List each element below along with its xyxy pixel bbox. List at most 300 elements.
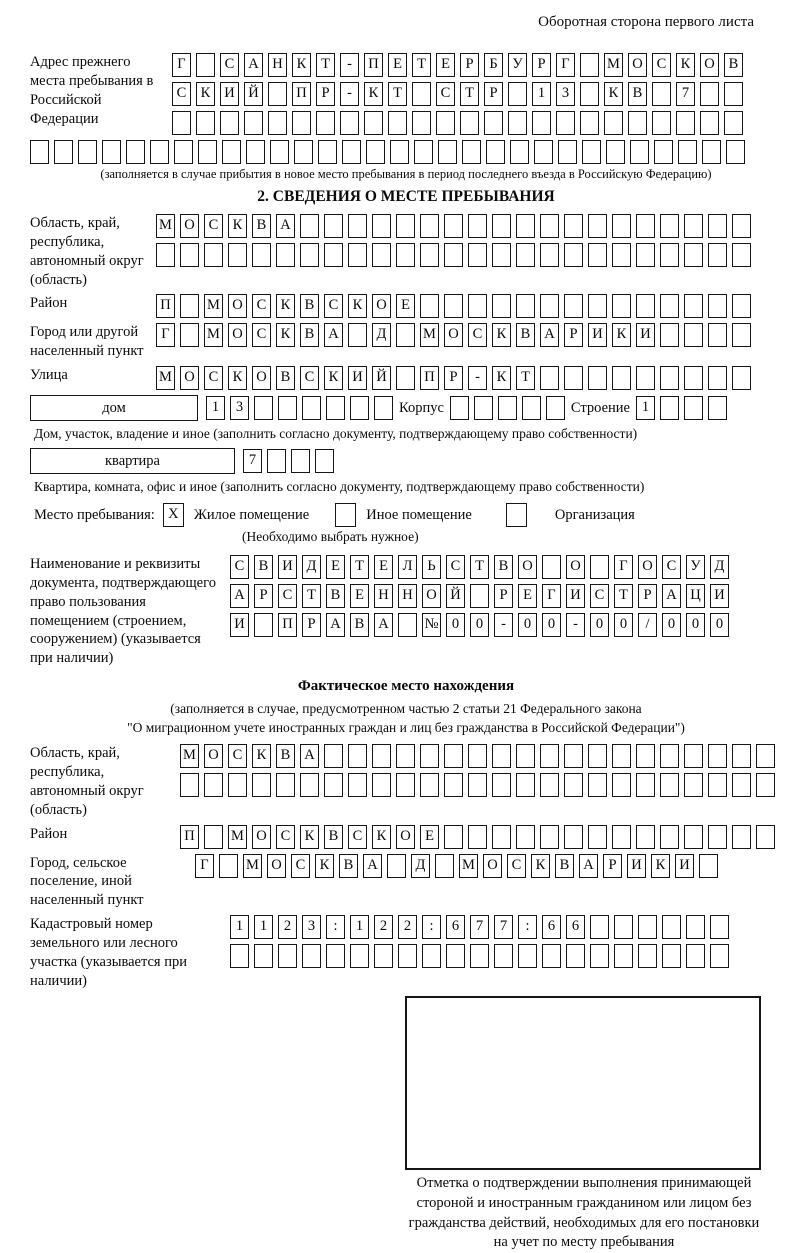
char-cell[interactable] xyxy=(302,944,321,968)
char-cell[interactable]: О xyxy=(267,854,286,878)
char-cell[interactable]: М xyxy=(604,53,623,77)
char-cell[interactable] xyxy=(374,944,393,968)
char-cell[interactable] xyxy=(435,854,454,878)
char-cell[interactable]: Е xyxy=(326,555,345,579)
char-cell[interactable] xyxy=(588,294,607,318)
char-cell[interactable] xyxy=(700,111,719,135)
char-cell[interactable] xyxy=(540,214,559,238)
char-cell[interactable]: О xyxy=(252,366,271,390)
char-cell[interactable] xyxy=(252,243,271,267)
char-cell[interactable]: С xyxy=(276,825,295,849)
char-cell[interactable]: О xyxy=(396,825,415,849)
char-cell[interactable] xyxy=(180,323,199,347)
char-cell[interactable]: А xyxy=(363,854,382,878)
char-cell[interactable] xyxy=(518,944,537,968)
char-cell[interactable]: С xyxy=(220,53,239,77)
char-cell[interactable] xyxy=(590,944,609,968)
char-cell[interactable] xyxy=(396,214,415,238)
char-cell[interactable] xyxy=(612,294,631,318)
char-cell[interactable]: С xyxy=(252,323,271,347)
char-cell[interactable]: С xyxy=(230,555,249,579)
char-cell[interactable] xyxy=(612,243,631,267)
char-cell[interactable] xyxy=(540,773,559,797)
char-cell[interactable] xyxy=(684,243,703,267)
char-cell[interactable] xyxy=(30,140,49,164)
char-cell[interactable] xyxy=(662,915,681,939)
char-cell[interactable] xyxy=(196,53,215,77)
char-cell[interactable] xyxy=(462,140,481,164)
char-cell[interactable] xyxy=(556,111,575,135)
char-cell[interactable] xyxy=(686,915,705,939)
char-cell[interactable]: Е xyxy=(518,584,537,608)
char-cell[interactable]: Р xyxy=(254,584,273,608)
char-cell[interactable]: К xyxy=(276,294,295,318)
char-cell[interactable]: Т xyxy=(412,53,431,77)
char-cell[interactable]: А xyxy=(300,744,319,768)
char-cell[interactable]: Д xyxy=(710,555,729,579)
char-cell[interactable] xyxy=(708,243,727,267)
char-cell[interactable]: 1 xyxy=(206,396,225,420)
char-cell[interactable] xyxy=(444,773,463,797)
char-cell[interactable] xyxy=(470,944,489,968)
char-cell[interactable] xyxy=(78,140,97,164)
char-cell[interactable] xyxy=(302,396,321,420)
char-cell[interactable] xyxy=(580,111,599,135)
char-cell[interactable] xyxy=(174,140,193,164)
char-cell[interactable] xyxy=(660,323,679,347)
char-cell[interactable] xyxy=(348,744,367,768)
char-cell[interactable] xyxy=(564,366,583,390)
char-cell[interactable] xyxy=(660,773,679,797)
char-cell[interactable] xyxy=(516,294,535,318)
char-cell[interactable] xyxy=(588,773,607,797)
char-cell[interactable]: Г xyxy=(614,555,633,579)
char-cell[interactable]: В xyxy=(350,613,369,637)
char-cell[interactable] xyxy=(492,294,511,318)
char-cell[interactable] xyxy=(756,773,775,797)
char-cell[interactable] xyxy=(292,111,311,135)
char-cell[interactable] xyxy=(412,82,431,106)
char-cell[interactable] xyxy=(396,773,415,797)
char-cell[interactable] xyxy=(708,744,727,768)
char-cell[interactable]: С xyxy=(507,854,526,878)
char-cell[interactable] xyxy=(708,294,727,318)
char-cell[interactable] xyxy=(254,396,273,420)
char-cell[interactable] xyxy=(492,744,511,768)
char-cell[interactable] xyxy=(468,294,487,318)
char-cell[interactable]: 0 xyxy=(470,613,489,637)
char-cell[interactable]: Е xyxy=(420,825,439,849)
char-cell[interactable] xyxy=(660,214,679,238)
char-cell[interactable] xyxy=(388,111,407,135)
char-cell[interactable] xyxy=(580,53,599,77)
char-cell[interactable] xyxy=(732,323,751,347)
char-cell[interactable] xyxy=(516,825,535,849)
char-cell[interactable] xyxy=(590,555,609,579)
char-cell[interactable] xyxy=(516,744,535,768)
char-cell[interactable]: О xyxy=(180,214,199,238)
char-cell[interactable] xyxy=(684,773,703,797)
char-cell[interactable] xyxy=(590,915,609,939)
char-cell[interactable] xyxy=(702,140,721,164)
char-cell[interactable] xyxy=(267,449,286,473)
char-cell[interactable]: Е xyxy=(388,53,407,77)
char-cell[interactable]: К xyxy=(612,323,631,347)
char-cell[interactable]: С xyxy=(172,82,191,106)
char-cell[interactable]: С xyxy=(662,555,681,579)
char-cell[interactable]: Р xyxy=(603,854,622,878)
char-cell[interactable] xyxy=(180,243,199,267)
char-cell[interactable] xyxy=(724,82,743,106)
char-cell[interactable]: 2 xyxy=(374,915,393,939)
char-cell[interactable] xyxy=(540,366,559,390)
char-cell[interactable] xyxy=(318,140,337,164)
char-cell[interactable]: А xyxy=(276,214,295,238)
char-cell[interactable]: 3 xyxy=(230,396,249,420)
char-cell[interactable] xyxy=(420,294,439,318)
char-cell[interactable] xyxy=(628,111,647,135)
char-cell[interactable]: К xyxy=(348,294,367,318)
char-cell[interactable]: Р xyxy=(532,53,551,77)
char-cell[interactable]: К xyxy=(324,366,343,390)
char-cell[interactable]: / xyxy=(638,613,657,637)
char-cell[interactable] xyxy=(732,744,751,768)
char-cell[interactable]: Т xyxy=(460,82,479,106)
char-cell[interactable] xyxy=(244,111,263,135)
char-cell[interactable] xyxy=(708,214,727,238)
char-cell[interactable] xyxy=(612,744,631,768)
char-cell[interactable] xyxy=(276,243,295,267)
char-cell[interactable] xyxy=(708,366,727,390)
char-cell[interactable]: Б xyxy=(484,53,503,77)
char-cell[interactable] xyxy=(348,323,367,347)
char-cell[interactable]: С xyxy=(324,294,343,318)
char-cell[interactable]: С xyxy=(300,366,319,390)
char-cell[interactable]: Й xyxy=(244,82,263,106)
char-cell[interactable] xyxy=(268,82,287,106)
char-cell[interactable]: С xyxy=(252,294,271,318)
char-cell[interactable]: И xyxy=(710,584,729,608)
char-cell[interactable] xyxy=(708,773,727,797)
char-cell[interactable]: О xyxy=(228,294,247,318)
char-cell[interactable]: В xyxy=(324,825,343,849)
char-cell[interactable]: И xyxy=(636,323,655,347)
char-cell[interactable] xyxy=(540,294,559,318)
char-cell[interactable] xyxy=(542,555,561,579)
char-cell[interactable] xyxy=(606,140,625,164)
char-cell[interactable]: Т xyxy=(350,555,369,579)
char-cell[interactable] xyxy=(588,744,607,768)
char-cell[interactable] xyxy=(732,214,751,238)
char-cell[interactable]: Н xyxy=(268,53,287,77)
char-cell[interactable] xyxy=(564,744,583,768)
char-cell[interactable]: С xyxy=(446,555,465,579)
char-cell[interactable] xyxy=(684,366,703,390)
char-cell[interactable] xyxy=(474,396,493,420)
char-cell[interactable]: О xyxy=(518,555,537,579)
char-cell[interactable]: 7 xyxy=(243,449,262,473)
char-cell[interactable] xyxy=(396,243,415,267)
char-cell[interactable]: В xyxy=(252,214,271,238)
char-cell[interactable] xyxy=(420,773,439,797)
char-cell[interactable] xyxy=(172,111,191,135)
checkbox-residential[interactable]: X xyxy=(163,503,184,527)
char-cell[interactable] xyxy=(522,396,541,420)
char-cell[interactable]: 0 xyxy=(518,613,537,637)
char-cell[interactable]: И xyxy=(627,854,646,878)
char-cell[interactable]: С xyxy=(652,53,671,77)
char-cell[interactable] xyxy=(612,825,631,849)
char-cell[interactable]: - xyxy=(468,366,487,390)
char-cell[interactable] xyxy=(636,243,655,267)
char-cell[interactable] xyxy=(724,111,743,135)
char-cell[interactable]: А xyxy=(230,584,249,608)
char-cell[interactable]: 1 xyxy=(350,915,369,939)
char-cell[interactable] xyxy=(564,214,583,238)
char-cell[interactable]: И xyxy=(278,555,297,579)
char-cell[interactable] xyxy=(660,294,679,318)
char-cell[interactable]: 0 xyxy=(710,613,729,637)
char-cell[interactable] xyxy=(708,825,727,849)
char-cell[interactable] xyxy=(468,243,487,267)
char-cell[interactable] xyxy=(708,323,727,347)
char-cell[interactable]: 6 xyxy=(566,915,585,939)
char-cell[interactable]: Т xyxy=(316,53,335,77)
char-cell[interactable]: А xyxy=(374,613,393,637)
char-cell[interactable]: М xyxy=(243,854,262,878)
char-cell[interactable]: П xyxy=(278,613,297,637)
char-cell[interactable] xyxy=(540,243,559,267)
char-cell[interactable]: М xyxy=(204,323,223,347)
char-cell[interactable]: В xyxy=(555,854,574,878)
char-cell[interactable] xyxy=(270,140,289,164)
char-cell[interactable]: Е xyxy=(374,555,393,579)
char-cell[interactable]: Р xyxy=(460,53,479,77)
char-cell[interactable] xyxy=(700,82,719,106)
char-cell[interactable] xyxy=(676,111,695,135)
char-cell[interactable]: Р xyxy=(484,82,503,106)
char-cell[interactable]: М xyxy=(204,294,223,318)
char-cell[interactable]: П xyxy=(180,825,199,849)
char-cell[interactable]: В xyxy=(276,366,295,390)
char-cell[interactable]: А xyxy=(579,854,598,878)
char-cell[interactable] xyxy=(710,915,729,939)
char-cell[interactable] xyxy=(420,214,439,238)
char-cell[interactable] xyxy=(422,944,441,968)
char-cell[interactable] xyxy=(438,140,457,164)
char-cell[interactable]: М xyxy=(180,744,199,768)
char-cell[interactable]: К xyxy=(252,744,271,768)
char-cell[interactable]: 6 xyxy=(446,915,465,939)
char-cell[interactable] xyxy=(316,111,335,135)
char-cell[interactable] xyxy=(291,449,310,473)
char-cell[interactable]: Д xyxy=(302,555,321,579)
char-cell[interactable] xyxy=(222,140,241,164)
char-cell[interactable]: - xyxy=(340,53,359,77)
char-cell[interactable] xyxy=(254,944,273,968)
char-cell[interactable] xyxy=(582,140,601,164)
char-cell[interactable] xyxy=(636,744,655,768)
char-cell[interactable] xyxy=(492,243,511,267)
char-cell[interactable] xyxy=(446,944,465,968)
char-cell[interactable] xyxy=(492,825,511,849)
char-cell[interactable]: С xyxy=(436,82,455,106)
char-cell[interactable] xyxy=(638,915,657,939)
char-cell[interactable] xyxy=(204,243,223,267)
char-cell[interactable] xyxy=(486,140,505,164)
char-cell[interactable]: Р xyxy=(316,82,335,106)
char-cell[interactable] xyxy=(588,243,607,267)
char-cell[interactable]: 1 xyxy=(532,82,551,106)
char-cell[interactable]: И xyxy=(566,584,585,608)
char-cell[interactable] xyxy=(396,323,415,347)
char-cell[interactable] xyxy=(326,396,345,420)
char-cell[interactable] xyxy=(444,744,463,768)
char-cell[interactable]: Й xyxy=(446,584,465,608)
char-cell[interactable] xyxy=(268,111,287,135)
char-cell[interactable]: 1 xyxy=(636,396,655,420)
char-cell[interactable] xyxy=(468,214,487,238)
char-cell[interactable] xyxy=(396,744,415,768)
char-cell[interactable] xyxy=(710,944,729,968)
char-cell[interactable]: О xyxy=(444,323,463,347)
char-cell[interactable]: Г xyxy=(542,584,561,608)
char-cell[interactable] xyxy=(614,944,633,968)
char-cell[interactable]: : xyxy=(326,915,345,939)
char-cell[interactable] xyxy=(294,140,313,164)
char-cell[interactable]: С xyxy=(468,323,487,347)
char-cell[interactable] xyxy=(732,773,751,797)
char-cell[interactable]: К xyxy=(492,366,511,390)
char-cell[interactable] xyxy=(564,825,583,849)
char-cell[interactable]: Р xyxy=(638,584,657,608)
char-cell[interactable]: К xyxy=(196,82,215,106)
char-cell[interactable]: Д xyxy=(372,323,391,347)
char-cell[interactable] xyxy=(348,214,367,238)
char-cell[interactable]: О xyxy=(638,555,657,579)
char-cell[interactable] xyxy=(412,111,431,135)
char-cell[interactable]: С xyxy=(291,854,310,878)
char-cell[interactable] xyxy=(684,294,703,318)
char-cell[interactable] xyxy=(684,744,703,768)
char-cell[interactable] xyxy=(508,82,527,106)
char-cell[interactable]: Т xyxy=(388,82,407,106)
char-cell[interactable]: С xyxy=(348,825,367,849)
char-cell[interactable]: В xyxy=(628,82,647,106)
char-cell[interactable]: К xyxy=(276,323,295,347)
char-cell[interactable] xyxy=(708,396,727,420)
char-cell[interactable] xyxy=(198,140,217,164)
char-cell[interactable] xyxy=(126,140,145,164)
char-cell[interactable]: О xyxy=(628,53,647,77)
char-cell[interactable]: В xyxy=(724,53,743,77)
char-cell[interactable] xyxy=(684,396,703,420)
char-cell[interactable]: Р xyxy=(302,613,321,637)
char-cell[interactable] xyxy=(540,744,559,768)
char-cell[interactable] xyxy=(252,773,271,797)
char-cell[interactable]: К xyxy=(676,53,695,77)
char-cell[interactable] xyxy=(372,214,391,238)
char-cell[interactable]: Г xyxy=(172,53,191,77)
char-cell[interactable] xyxy=(566,944,585,968)
char-cell[interactable] xyxy=(398,944,417,968)
char-cell[interactable]: 1 xyxy=(230,915,249,939)
char-cell[interactable] xyxy=(756,744,775,768)
char-cell[interactable] xyxy=(364,111,383,135)
char-cell[interactable]: М xyxy=(420,323,439,347)
char-cell[interactable] xyxy=(350,396,369,420)
char-cell[interactable] xyxy=(732,366,751,390)
char-cell[interactable] xyxy=(732,825,751,849)
char-cell[interactable] xyxy=(300,214,319,238)
char-cell[interactable]: О xyxy=(372,294,391,318)
char-cell[interactable]: Й xyxy=(372,366,391,390)
char-cell[interactable]: Р xyxy=(564,323,583,347)
char-cell[interactable] xyxy=(390,140,409,164)
char-cell[interactable]: И xyxy=(230,613,249,637)
char-cell[interactable] xyxy=(350,944,369,968)
char-cell[interactable] xyxy=(54,140,73,164)
char-cell[interactable]: М xyxy=(156,366,175,390)
char-cell[interactable]: А xyxy=(540,323,559,347)
char-cell[interactable]: И xyxy=(348,366,367,390)
char-cell[interactable] xyxy=(636,825,655,849)
char-cell[interactable]: 0 xyxy=(614,613,633,637)
char-cell[interactable] xyxy=(470,584,489,608)
char-cell[interactable]: 7 xyxy=(470,915,489,939)
char-cell[interactable]: Е xyxy=(436,53,455,77)
char-cell[interactable]: П xyxy=(292,82,311,106)
char-cell[interactable] xyxy=(324,744,343,768)
char-cell[interactable] xyxy=(156,243,175,267)
char-cell[interactable]: 0 xyxy=(686,613,705,637)
char-cell[interactable]: К xyxy=(300,825,319,849)
char-cell[interactable] xyxy=(300,243,319,267)
char-cell[interactable] xyxy=(662,944,681,968)
char-cell[interactable] xyxy=(374,396,393,420)
char-cell[interactable]: № xyxy=(422,613,441,637)
char-cell[interactable] xyxy=(652,82,671,106)
char-cell[interactable]: И xyxy=(675,854,694,878)
char-cell[interactable]: С xyxy=(590,584,609,608)
char-cell[interactable]: О xyxy=(566,555,585,579)
char-cell[interactable] xyxy=(508,111,527,135)
char-cell[interactable] xyxy=(732,243,751,267)
char-cell[interactable]: 3 xyxy=(302,915,321,939)
char-cell[interactable]: Е xyxy=(396,294,415,318)
char-cell[interactable]: - xyxy=(340,82,359,106)
char-cell[interactable] xyxy=(196,111,215,135)
char-cell[interactable]: В xyxy=(326,584,345,608)
char-cell[interactable] xyxy=(684,323,703,347)
char-cell[interactable] xyxy=(220,111,239,135)
char-cell[interactable]: 7 xyxy=(494,915,513,939)
char-cell[interactable]: В xyxy=(254,555,273,579)
char-cell[interactable]: К xyxy=(531,854,550,878)
char-cell[interactable] xyxy=(372,243,391,267)
char-cell[interactable] xyxy=(612,366,631,390)
char-cell[interactable] xyxy=(636,294,655,318)
char-cell[interactable] xyxy=(726,140,745,164)
char-cell[interactable] xyxy=(498,396,517,420)
char-cell[interactable] xyxy=(204,825,223,849)
char-cell[interactable]: К xyxy=(228,366,247,390)
char-cell[interactable] xyxy=(450,396,469,420)
char-cell[interactable]: 0 xyxy=(446,613,465,637)
char-cell[interactable]: В xyxy=(276,744,295,768)
char-cell[interactable]: 2 xyxy=(278,915,297,939)
char-cell[interactable]: О xyxy=(180,366,199,390)
